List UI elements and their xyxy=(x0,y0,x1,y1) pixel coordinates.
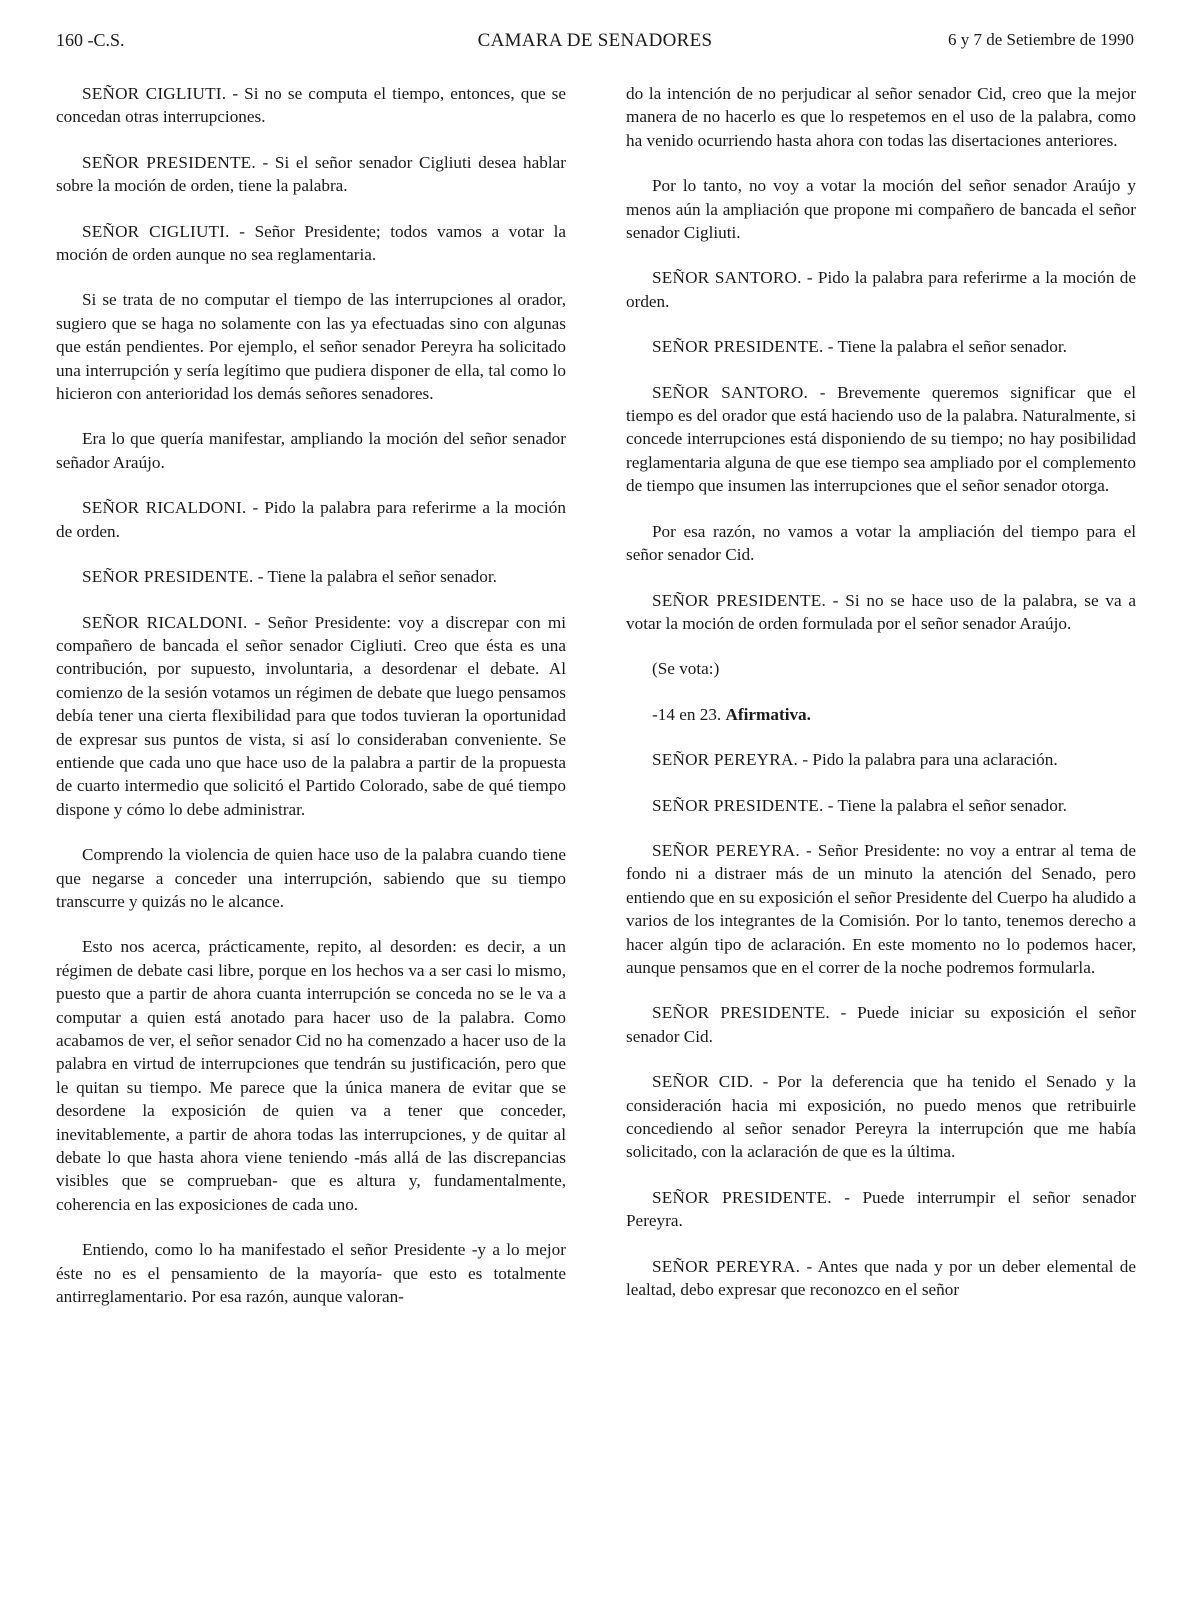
continuation-paragraph xyxy=(626,174,1136,244)
speech-paragraph xyxy=(626,266,1136,313)
continuation-paragraph xyxy=(56,288,566,405)
speaker-name: SEÑOR PRESIDENTE. xyxy=(82,567,254,587)
continuation-paragraph xyxy=(626,520,1136,567)
paragraph-text: Por lo tanto, no voy a votar la moción del señor senador Araújo y menos aún la ampliación que propone mi compañero de bancada el señor senador Cigliuti. xyxy=(626,176,1136,243)
speaker-name: SEÑOR PRESIDENTE. xyxy=(652,795,824,815)
speech-paragraph xyxy=(56,496,566,543)
speech-paragraph xyxy=(56,220,566,267)
paragraph-text: Por esa razón, no vamos a votar la ampliación del tiempo para el señor senador Cid. xyxy=(626,521,1136,565)
paragraph-text: (Se vota:) xyxy=(652,659,720,679)
speaker-name: SEÑOR PEREYRA. xyxy=(652,840,800,860)
continuation-paragraph xyxy=(626,82,1136,152)
paragraph-text: - Tiene la palabra el señor senador. xyxy=(253,567,497,587)
vote-outcome: Afirmativa. xyxy=(725,704,811,724)
speech-paragraph xyxy=(56,82,566,129)
paragraph-text: -14 en 23. xyxy=(652,704,726,724)
speaker-name: SEÑOR PRESIDENTE. xyxy=(652,1187,832,1207)
speech-paragraph xyxy=(626,794,1136,817)
right-column xyxy=(626,82,1136,1323)
speech-paragraph xyxy=(56,151,566,198)
paragraph-text: - Pido la palabra para referirme a la moción de orden. xyxy=(626,268,1136,311)
paragraph-text: - Brevemente queremos significar que el tiempo es del orador que está haciendo uso de la palabra. Naturalmente, si concede interrupciones está disponiendo de su tiempo; no hay posibilidad reglamentaria alguna de que ese tiempo sea ampliado por el complemento de tiempo que insumen las interrupciones que el señor senador otorga. xyxy=(626,382,1136,496)
paragraph-text: - Pido la palabra para referirme a la moción de orden. xyxy=(56,498,566,541)
paragraph-text: - Señor Presidente: voy a discrepar con mi compañero de bancada el señor senador Cigliuti. Creo que ésta es una contribución, por supuesto, involuntaria, a desordenar el debate. Al comienzo de la sesión votamos un régimen de debate que luego pensamos debía tener una cierta flexibilidad para que todos tuvieran la oportunidad de expresar sus puntos de vista, si así lo consideraban conveniente. Se entiende que cada uno que hace uso de la palabra a partir de la propuesta de cuarto intermedio que solicitó el Partido Colorado, sabe de qué tiempo dispone y cómo lo debe administrar. xyxy=(56,612,566,819)
paragraph-text: - Antes que nada y por un deber elemental de lealtad, debo expresar que reconozco en el señor xyxy=(626,1256,1136,1300)
speaker-name: SEÑOR CIGLIUTI. xyxy=(82,84,227,103)
speaker-name: SEÑOR SANTORO. xyxy=(652,268,802,288)
paragraph-text: Era lo que quería manifestar, ampliando la moción del señor senador señador Araújo. xyxy=(56,429,566,472)
left-column xyxy=(56,82,566,1330)
speech-paragraph xyxy=(56,611,566,822)
speech-paragraph xyxy=(626,1255,1136,1302)
paragraph-text: Comprendo la violencia de quien hace uso de la palabra cuando tiene que negarse a conceder una interrupción, sabiendo que su tiempo transcurre y quizás no le alcance. xyxy=(56,845,566,911)
speaker-name: SEÑOR PRESIDENTE. xyxy=(652,337,824,357)
speech-paragraph xyxy=(626,748,1136,771)
paragraph-text: - Si el señor senador Cigliuti desea hablar sobre la moción de orden, tiene la palabra. xyxy=(56,152,566,196)
speech-paragraph xyxy=(626,381,1136,498)
paragraph-text: - Pido la palabra para una aclaración. xyxy=(798,750,1058,770)
speaker-name: SEÑOR SANTORO. xyxy=(652,382,809,402)
continuation-paragraph xyxy=(56,843,566,913)
chamber-title: CAMARA DE SENADORES xyxy=(477,30,713,51)
continuation-paragraph xyxy=(56,935,566,1216)
paragraph-text: do la intención de no perjudicar al señor senador Cid, creo que la mejor manera de no hacerlo es que lo respetemos en el uso de la palabra, como ha venido ocurriendo hasta ahora con todas las disertaciones anteriores. xyxy=(626,84,1136,150)
paragraph-text: - Puede iniciar su exposición el señor senador Cid. xyxy=(626,1003,1136,1046)
speaker-name: SEÑOR PEREYRA. xyxy=(652,750,799,770)
paragraph-text: - Si no se hace uso de la palabra, se va a votar la moción de orden formulada por el señor senador Araújo. xyxy=(626,590,1136,633)
paragraph-text: - Si no se computa el tiempo, entonces, que se concedan otras interrupciones. xyxy=(56,84,566,127)
speech-paragraph xyxy=(626,589,1136,636)
paragraph-text: Si se trata de no computar el tiempo de las interrupciones al orador, sugiero que se haga no solamente con las ya efectuadas sino con algunas que están pendientes. Por ejemplo, el señor senador Pereyra ha solicitado una interrupción y sería legítimo que pudiera disponer de ella, tal como lo hicieron con anterioridad los demás señores senadores. xyxy=(56,290,566,404)
paragraph-text: - Señor Presidente; todos vamos a votar la moción de orden aunque no sea reglamentaria. xyxy=(56,221,566,265)
vote-result xyxy=(626,703,1136,726)
speech-paragraph xyxy=(626,1070,1136,1164)
speech-paragraph xyxy=(56,565,566,588)
page-number: 160 -C.S. xyxy=(56,30,125,50)
procedural-note xyxy=(626,657,1136,680)
speech-paragraph xyxy=(626,335,1136,358)
paragraph-text: - Señor Presidente: no voy a entrar al tema de fondo ni a distraer más de un minuto la atención del Senado, pero entiendo que en su exposición el señor Presidente del Cuerpo ha aludido a varios de los integrantes de la Comisión. Por lo tanto, tenemos derecho a hacer algún tipo de aclaración. En este momento no lo podemos hacer, aunque pensamos que en el correr de la noche podremos formularla. xyxy=(626,840,1136,977)
paragraph-text: - Puede interrumpir el señor senador Pereyra. xyxy=(626,1187,1136,1231)
speaker-name: SEÑOR PRESIDENTE. xyxy=(82,152,256,172)
paragraph-text: Entiendo, como lo ha manifestado el señor Presidente -y a lo mejor éste no es el pensamiento de la mayoría- que esto es totalmente antirreglamentario. Por esa razón, aunque valoran- xyxy=(56,1240,566,1307)
session-date: 6 y 7 de Setiembre de 1990 xyxy=(947,30,1134,49)
speaker-name: SEÑOR RICALDONI. xyxy=(82,498,247,518)
continuation-paragraph xyxy=(56,1238,566,1308)
continuation-paragraph xyxy=(56,427,566,474)
speech-paragraph xyxy=(626,1186,1136,1233)
paragraph-text: - Tiene la palabra el señor senador. xyxy=(823,795,1067,815)
speaker-name: SEÑOR PRESIDENTE. xyxy=(652,590,826,610)
speaker-name: SEÑOR CID. xyxy=(652,1072,754,1092)
speaker-name: SEÑOR CIGLIUTI. xyxy=(82,221,230,241)
paragraph-text: - Por la deferencia que ha tenido el Senado y la consideración hacia mi exposición, no puedo menos que retribuirle concediendo al señor senador Pereyra la interrupción que me había solicitado, con la aclaración de que es la última. xyxy=(626,1072,1136,1162)
page-header xyxy=(56,30,1134,56)
speaker-name: SEÑOR PEREYRA. xyxy=(652,1256,801,1276)
paragraph-text: Esto nos acerca, prácticamente, repito, al desorden: es decir, a un régimen de debate casi libre, porque en los hechos va a ser casi lo mismo, puesto que a partir de ahora cuanta interrupción se conceda no se le va a computar a quien está anotado para hacer uso de la palabra. Como acabamos de ver, el señor senador Cid no ha comenzado a hacer uso de la palabra en virtud de interrupciones que tendrán su justificación, pero que le quitan su tiempo. Me parece que la única manera de evitar que se desordene la exposición de quien va a tener que conceder, inevitablemente, a partir de ahora todas las interrupciones, y de quitar al debate lo que hasta ahora viene teniendo -más allá de las discrepancias visibles que se comprueban- que es altura y, fundamentalmente, coherencia en las exposiciones de cada uno. xyxy=(56,937,566,1214)
speech-paragraph xyxy=(626,839,1136,979)
speaker-name: SEÑOR PRESIDENTE. xyxy=(652,1003,830,1023)
speaker-name: SEÑOR RICALDONI. xyxy=(82,612,248,632)
paragraph-text: - Tiene la palabra el señor senador. xyxy=(823,337,1067,357)
speech-paragraph xyxy=(626,1001,1136,1048)
